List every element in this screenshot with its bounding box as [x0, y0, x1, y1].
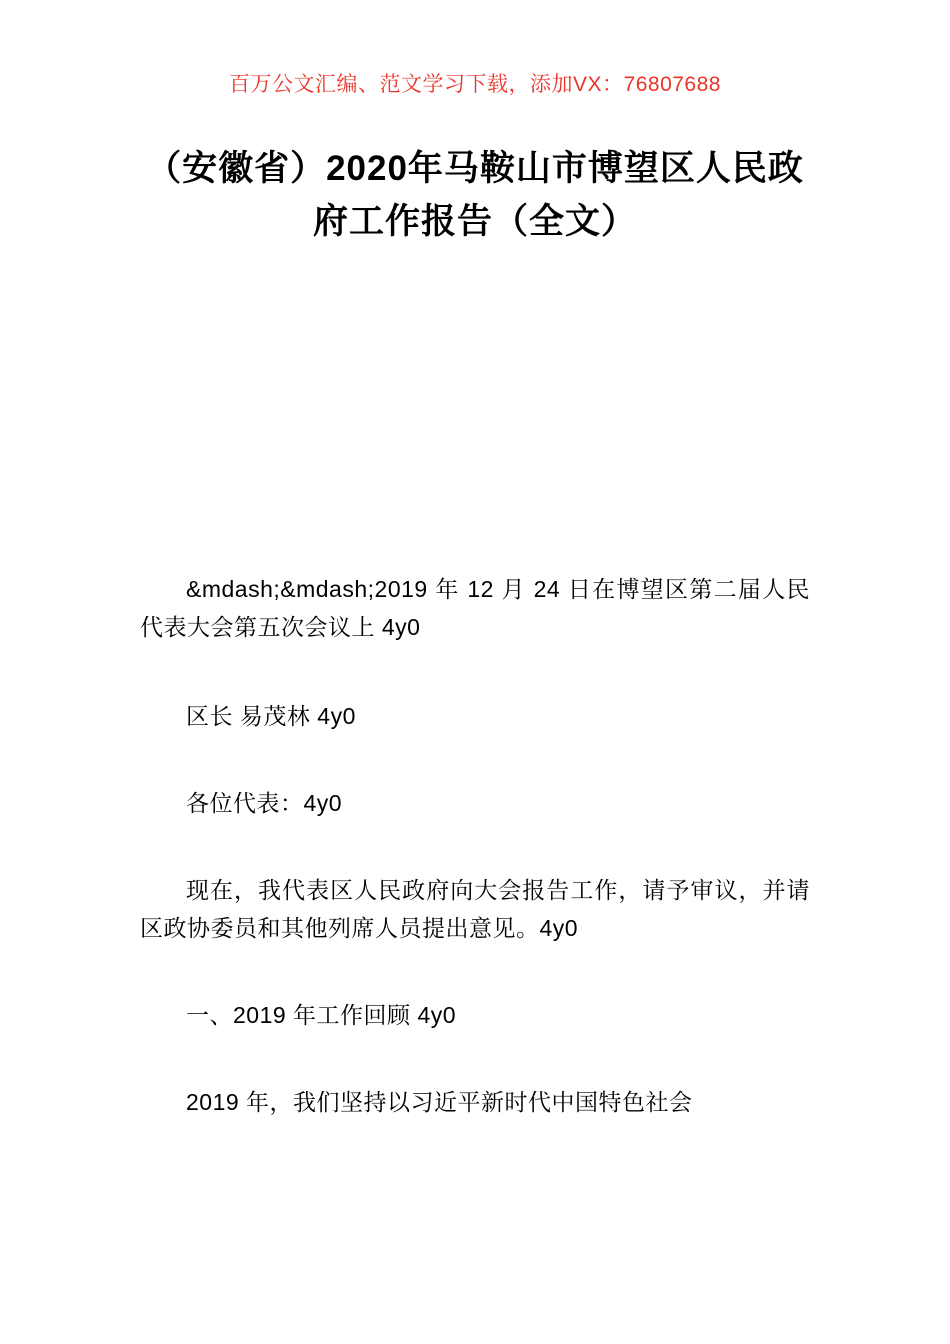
paragraph-session-info: &mdash;&mdash;2019 年 12 月 24 日在博望区第二届人民代表大会第五次会议上 4y0: [140, 576, 810, 640]
paragraph-intro: 现在，我代表区人民政府向大会报告工作，请予审议，并请区政协委员和其他列席人员提出意见。4y0: [140, 877, 810, 941]
paragraph-review-start: 2019 年，我们坚持以习近平新时代中国特色社会: [186, 1089, 693, 1116]
paragraph-section-heading: 一、2019 年工作回顾 4y0: [186, 1001, 457, 1028]
paragraph-gap: [140, 735, 810, 785]
paragraph-gap: [140, 646, 810, 698]
title-body-spacer: [140, 271, 810, 571]
paragraph-speaker: 区长 易茂林 4y0: [186, 702, 356, 729]
page-title: （安徽省）2020年马鞍山市博望区人民政府工作报告（全文）: [146, 149, 804, 241]
watermark-text: 百万公文汇编、范文学习下载，添加VX：76807688: [229, 73, 721, 96]
paragraph-gap: [140, 947, 810, 997]
paragraph-gap: [140, 822, 810, 872]
paragraph-gap: [140, 1034, 810, 1084]
paragraph-salutation: 各位代表：4y0: [186, 790, 343, 817]
